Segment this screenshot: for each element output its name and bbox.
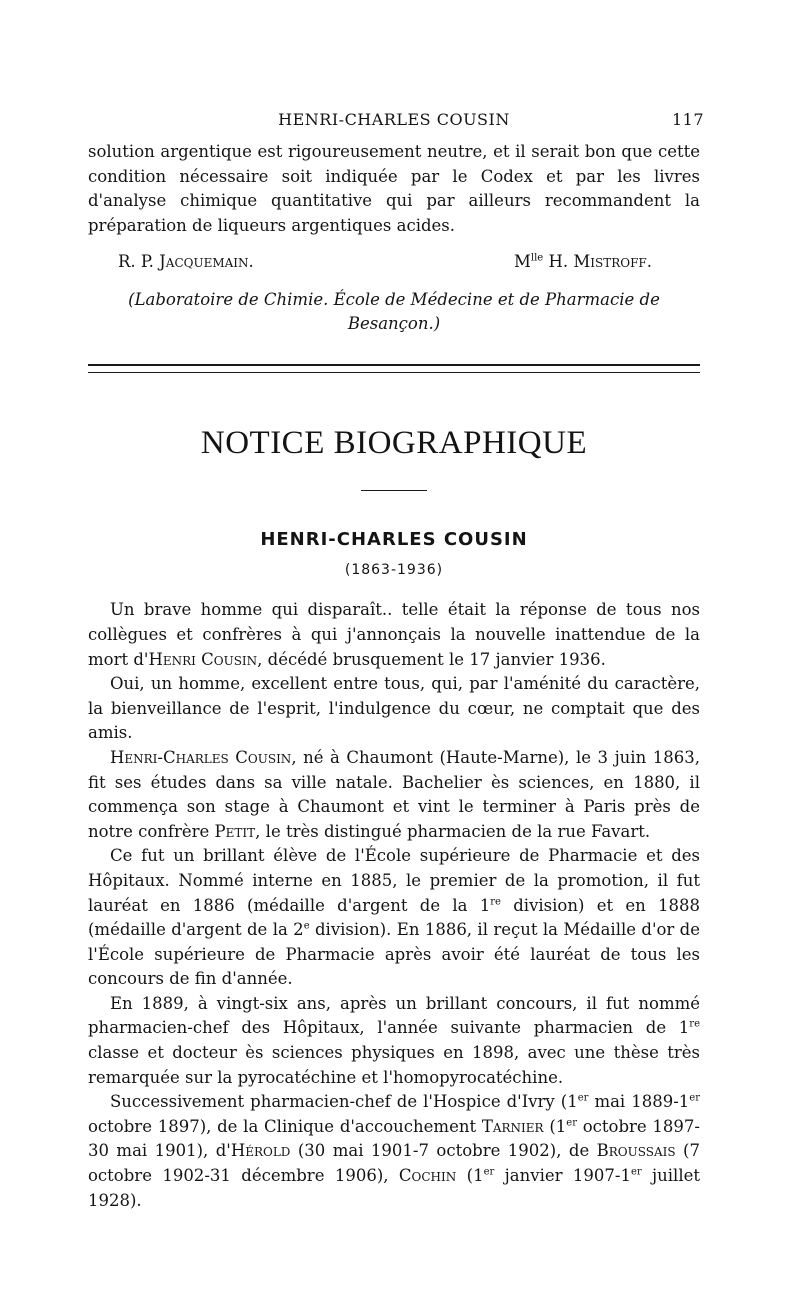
biography-body (88, 598, 700, 1213)
subject-name: HENRI-CHARLES COUSIN (260, 529, 528, 551)
p3-name: Henri-Charles Cousin (110, 747, 292, 767)
paragraph-1 (88, 598, 700, 672)
paragraph-5 (88, 992, 700, 1090)
page-number: 117 (671, 110, 704, 129)
p6-sup-4: er (483, 1166, 495, 1178)
p6-broussais: Broussais (596, 1141, 676, 1161)
short-rule-divider (361, 490, 427, 491)
author-right-prefix: M (514, 252, 531, 272)
author-right-name: H. Mistroff. (543, 252, 652, 272)
p6-herold: Hérold (230, 1141, 291, 1161)
p6-text-i: janvier 1907-1 (494, 1166, 631, 1186)
p4-sup-1: re (490, 896, 501, 907)
paragraph-2: Oui, un homme, excellent entre tous, qui, par l'aménité du caractère, la bienveillance de l'esprit, l'indulgence du cœur, ne comptait que des amis. (88, 674, 700, 743)
p6-cochin: Cochin (398, 1166, 457, 1186)
p6-text-g: (7 octobre 1902-31 décembre 1906), (88, 1141, 700, 1186)
running-head (88, 104, 704, 134)
p6-text-f: (30 mai 1901-7 octobre 1902), de (290, 1141, 597, 1161)
p3-text-b: , le très distingué pharmacien de la rue Favart. (255, 821, 651, 841)
p3-text-a: , né à Chaumont (Haute-Marne), le 3 juin 1863, fit ses études dans sa ville natale. Bachelier ès sciences, en 1880, il commença son stage à Chaumont et vint le terminer à Paris près de notre confrère (88, 747, 700, 841)
notice-heading: NOTICE BIOGRAPHIQUE (200, 425, 588, 462)
p6-text-e: octobre 1897-30 mai 1901), d' (88, 1116, 700, 1161)
p6-text-h: (1 (456, 1166, 484, 1186)
author-right-sup: lle (530, 252, 544, 264)
p1-name: Henri Cousin (148, 649, 258, 669)
p6-tarnier: Tarnier (481, 1116, 544, 1136)
p5-text-a: En 1889, à vingt-six ans, après un brillant concours, il fut nommé pharmacien-chef des Hôpitaux, l'année suivante pharmacien de 1 (88, 993, 700, 1038)
p5-text-b: classe et docteur ès sciences physiques en 1898, avec une thèse très remarquée sur la pyrocatéchine et l'homopyrocatéchine. (88, 1043, 700, 1087)
double-rule-divider (88, 364, 700, 373)
p6-sup-3: er (566, 1117, 577, 1129)
p6-text-j: juillet 1928). (88, 1166, 701, 1210)
p6-text-b: mai 1889-1 (588, 1092, 690, 1112)
p1-text-b: , décédé brusquement le 17 janvier 1936. (257, 649, 606, 669)
signature-line (88, 244, 700, 278)
p1-text-a: Un brave homme qui disparaît.. telle était la réponse de tous nos collègues et confrères à qui j'annonçais la nouvelle inattendue de la mort d' (88, 600, 700, 669)
p6-text-a: Successivement pharmacien-chef de l'Hospice d'Ivry (1 (110, 1092, 578, 1112)
laboratory-affiliation: (Laboratoire de Chimie. École de Médecine et de Pharmacie de Besançon.) (128, 290, 660, 334)
p6-text-d: (1 (543, 1116, 567, 1136)
paragraph-4 (88, 844, 700, 992)
document-page (88, 104, 704, 1213)
author-left: R. P. Jacquemain. (118, 252, 254, 272)
p6-sup-5: er (630, 1166, 642, 1178)
paragraph-6 (88, 1090, 700, 1213)
p4-sup-2: e (303, 920, 310, 932)
intro-paragraph: solution argentique est rigoureusement neutre, et il serait bon que cette condition nécessaire soit indiquée par le Codex et par les livres d'analyse chimique quantitative qui par ailleurs recommandent la préparation de liqueurs argentiques acides. (88, 142, 700, 235)
running-head-title: HENRI-CHARLES COUSIN (278, 110, 510, 129)
p5-sup: re (689, 1018, 700, 1030)
p6-sup-1: er (577, 1092, 589, 1104)
p6-sup-2: er (689, 1092, 700, 1104)
p4-text-a: Ce fut un brillant élève de l'École supérieure de Pharmacie et des Hôpitaux. Nommé interne en 1885, le premier de la promotion, il fut lauréat en 1886 (médaille d'argent de la 1 (88, 846, 700, 915)
p4-text-b: division) et en 1888 (médaille d'argent de la 2 (88, 895, 700, 940)
p4-text-c: division). En 1886, il reçut la Médaille d'or de l'École supérieure de Pharmacie après avoir été lauréat de tous les concours de fin d'année. (88, 920, 701, 989)
author-right (514, 252, 652, 271)
subject-dates: (1863-1936) (344, 562, 444, 579)
paragraph-3 (88, 746, 700, 844)
p6-text-c: octobre 1897), de la Clinique d'accouchement (88, 1116, 482, 1136)
p3-petit: Petit (214, 821, 256, 841)
